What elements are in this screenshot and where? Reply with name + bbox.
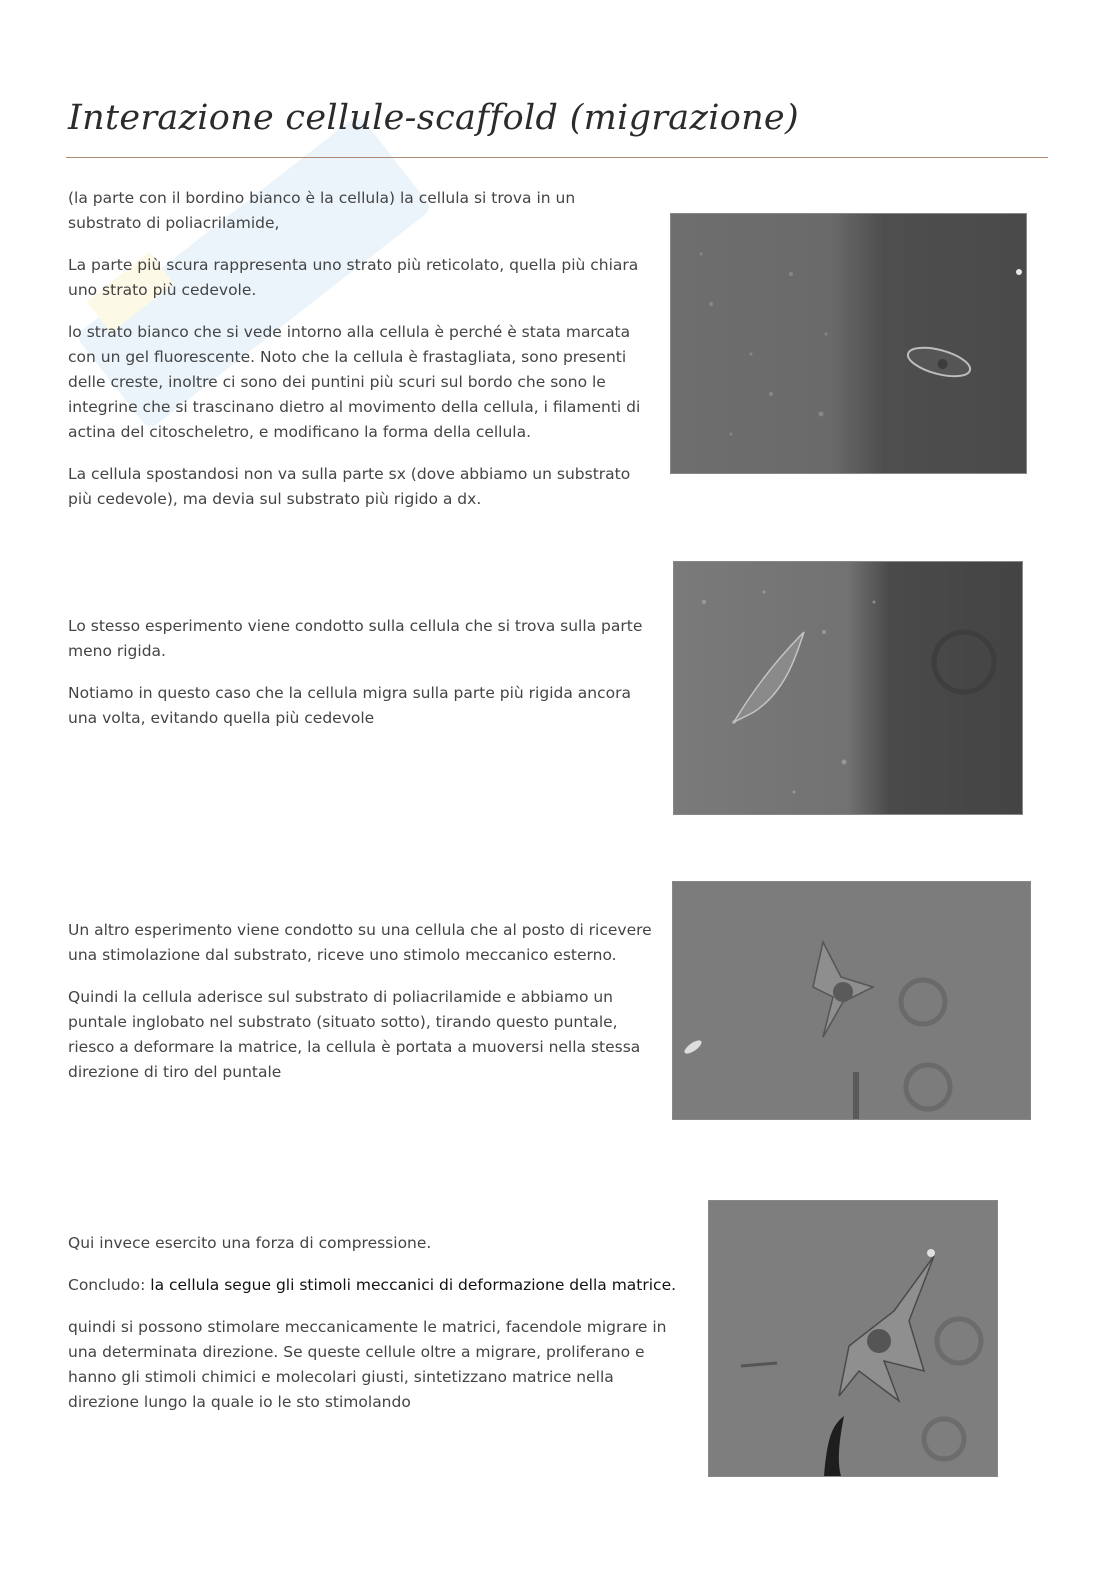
paragraph: Qui invece esercito una forza di compressione. xyxy=(68,1234,432,1252)
paragraph: (la parte con il bordino bianco è la cellula) la cellula si trova in un substrato di poliacrilamide, xyxy=(68,189,576,232)
conclusion-lead: Concludo: xyxy=(68,1276,151,1294)
section-1-text xyxy=(68,186,648,529)
section-3-text xyxy=(68,918,658,1102)
conclusion-text: la cellula segue gli stimoli meccanici di deformazione della matrice. xyxy=(150,1276,677,1294)
conclusion xyxy=(68,1273,688,1298)
micrograph-3 xyxy=(672,881,1031,1120)
paragraph: Quindi la cellula aderisce sul substrato di poliacrilamide e abbiamo un puntale inglobato nel substrato (situato sotto), tirando questo puntale, riesco a deformare la matrice, la cellula è portata a muoversi nella stessa direzione di tiro del puntale xyxy=(68,988,641,1081)
paragraph: lo strato bianco che si vede intorno alla cellula è perché è stata marcata con un gel fluorescente. Noto che la cellula è frastagliata, sono presenti delle creste, inoltre ci sono dei puntini più scuri sul bordo che sono le integrine che si trascinano dietro al movimento della cellula, i filamenti di actina del citoscheletro, e modificano la forma della cellula. xyxy=(68,323,641,441)
paragraph: Lo stesso esperimento viene condotto sulla cellula che si trova sulla parte meno rigida. xyxy=(68,617,643,660)
paragraph: La parte più scura rappresenta uno strato più reticolato, quella più chiara uno strato più cedevole. xyxy=(68,256,639,299)
micrograph-1 xyxy=(670,213,1027,474)
title-divider xyxy=(66,157,1048,158)
paragraph: La cellula spostandosi non va sulla parte sx (dove abbiamo un substrato più cedevole), ma devia sul substrato più rigido a dx. xyxy=(68,465,631,508)
paragraph: quindi si possono stimolare meccanicamente le matrici, facendole migrare in una determinata direzione. Se queste cellule oltre a migrare, proliferano e hanno gli stimoli chimici e molecolari giusti, sintetizzano matrice nella direzione lungo la quale io le sto stimolando xyxy=(68,1318,667,1411)
micrograph-4 xyxy=(708,1200,998,1477)
section-2-text xyxy=(68,614,648,748)
paragraph: Un altro esperimento viene condotto su una cellula che al posto di ricevere una stimolazione dal substrato, riceve uno stimolo meccanico esterno. xyxy=(68,921,652,964)
paragraph: Notiamo in questo caso che la cellula migra sulla parte più rigida ancora una volta, evitando quella più cedevole xyxy=(68,684,631,727)
page-title: Interazione cellule-scaffold (migrazione) xyxy=(68,98,799,138)
micrograph-2 xyxy=(673,561,1023,815)
section-4-text xyxy=(68,1231,688,1432)
